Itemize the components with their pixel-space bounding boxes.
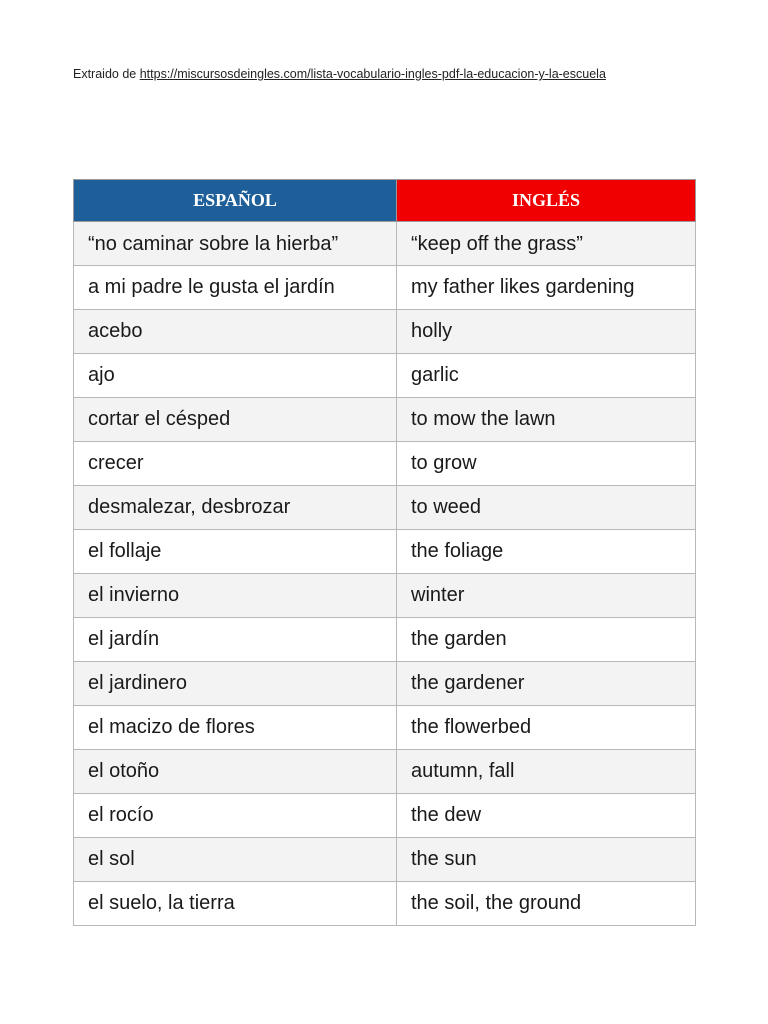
table-row bbox=[74, 662, 696, 706]
english-cell: garlic bbox=[397, 354, 696, 398]
vocabulary-table bbox=[73, 179, 696, 926]
header-ingles: INGLÉS bbox=[397, 180, 696, 222]
spanish-cell: cortar el césped bbox=[74, 398, 397, 442]
spanish-cell: el follaje bbox=[74, 530, 397, 574]
table-row bbox=[74, 398, 696, 442]
table-row bbox=[74, 706, 696, 750]
table-row bbox=[74, 530, 696, 574]
english-cell: the gardener bbox=[397, 662, 696, 706]
english-cell: to weed bbox=[397, 486, 696, 530]
english-cell: my father likes gardening bbox=[397, 266, 696, 310]
table-row bbox=[74, 838, 696, 882]
spanish-cell: el macizo de flores bbox=[74, 706, 397, 750]
spanish-cell: ajo bbox=[74, 354, 397, 398]
english-cell: holly bbox=[397, 310, 696, 354]
spanish-cell: desmalezar, desbrozar bbox=[74, 486, 397, 530]
spanish-cell: a mi padre le gusta el jardín bbox=[74, 266, 397, 310]
spanish-cell: el jardinero bbox=[74, 662, 397, 706]
table-row bbox=[74, 574, 696, 618]
spanish-cell: el rocío bbox=[74, 794, 397, 838]
english-cell: the sun bbox=[397, 838, 696, 882]
english-cell: the garden bbox=[397, 618, 696, 662]
spanish-cell: el otoño bbox=[74, 750, 397, 794]
english-cell: the dew bbox=[397, 794, 696, 838]
spanish-term: “no caminar sobre la hierba” bbox=[88, 233, 339, 255]
table-row bbox=[74, 882, 696, 926]
spanish-cell: el sol bbox=[74, 838, 397, 882]
table-row bbox=[74, 266, 696, 310]
english-cell: the flowerbed bbox=[397, 706, 696, 750]
english-cell: winter bbox=[397, 574, 696, 618]
english-term: “keep off the grass” bbox=[411, 233, 583, 255]
table-row bbox=[74, 794, 696, 838]
table-header-row bbox=[74, 180, 696, 222]
table-row bbox=[74, 618, 696, 662]
header-espanol: ESPAÑOL bbox=[74, 180, 397, 222]
source-line bbox=[73, 67, 606, 81]
spanish-cell bbox=[74, 222, 397, 266]
source-prefix: Extraido de bbox=[73, 67, 140, 81]
table-row bbox=[74, 222, 696, 266]
spanish-cell: acebo bbox=[74, 310, 397, 354]
spanish-cell: el jardín bbox=[74, 618, 397, 662]
table-row bbox=[74, 354, 696, 398]
table-row bbox=[74, 310, 696, 354]
english-cell: the foliage bbox=[397, 530, 696, 574]
table-row bbox=[74, 750, 696, 794]
english-cell: autumn, fall bbox=[397, 750, 696, 794]
english-cell: to mow the lawn bbox=[397, 398, 696, 442]
source-link[interactable]: https://miscursosdeingles.com/lista-vocabulario-ingles-pdf-la-educacion-y-la-escuela bbox=[139, 67, 606, 81]
english-cell: the soil, the ground bbox=[397, 882, 696, 926]
table-row bbox=[74, 442, 696, 486]
spanish-cell: el invierno bbox=[74, 574, 397, 618]
table-row bbox=[74, 486, 696, 530]
english-cell bbox=[397, 222, 696, 266]
english-cell: to grow bbox=[397, 442, 696, 486]
spanish-cell: crecer bbox=[74, 442, 397, 486]
spanish-cell: el suelo, la tierra bbox=[74, 882, 397, 926]
